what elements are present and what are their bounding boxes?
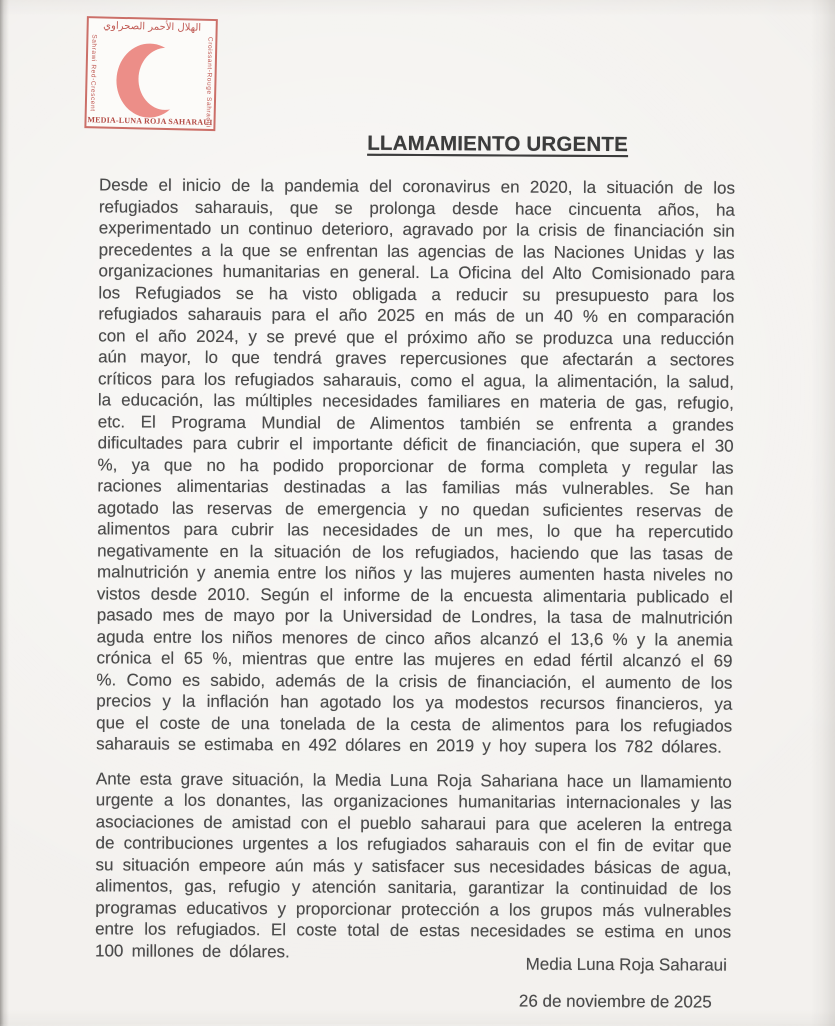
date-line: 26 de noviembre de 2025 <box>518 991 712 1012</box>
emblem-english-caption: Sahrawi Red-Crescent <box>88 34 98 112</box>
red-crescent-emblem <box>84 16 218 131</box>
emblem-arabic-title: الهلال الأحمر الصحراوي <box>103 20 202 34</box>
document-title: LLAMAMIENTO URGENTE <box>367 131 629 157</box>
emblem-spanish-caption: MEDIA-LUNA ROJA SAHARAUI <box>87 115 213 128</box>
paragraph-2: Ante esta grave situación, la Media Luna Roja Sahariana hace un llamamiento urgente a los donantes, las organizaciones humanitarias internacionales y las asociaciones de amistad con el pueblo saharaui para que aceleren la entrega de contribuciones urgentes a los refugiados saharauis con el fin de evitar que su situación empeore aún más y satisfacer sus necesidades básicas de agua, alimentos, gas, refugio y atención sanitaria, garantizar la continuidad de los programas educativos y proporcionar protección a los grupos más vulnerables entre los refugiados. El coste total de estas necesidades se estima en unos 100 millones de dólares. <box>94 768 732 961</box>
emblem-french-caption: Croissant-Rouge Sahraoui <box>204 36 214 128</box>
paragraph-1: Desde el inicio de la pandemia del coronavirus en 2020, la situación de los refugiados saharauis, que se prolonga desde hace cincuenta años, ha experimentado un continuo deterioro, agravado por la crisis de financiación sin precedentes a la que se enfrentan las agencias de las Naciones Unidas y las organizaciones humanitarias en general. La Oficina del Alto Comisionado para los Refugiados se ha visto obligada a reducir su presupuesto para los refugiados saharauis para el año 2025 en más de un 40 % en comparación con el año 2024, y se prevé que el próximo año se produzca una reducción aún mayor, lo que tendrá graves repercusiones que afectarán a sectores críticos para los refugiados saharauis, como el agua, la alimentación, la salud, la educación, las múltiples necesidades familiares en materia de gas, refugio, etc. El Programa Mundial de Alimentos también se enfrenta a grandes dificultades para cubrir el importante déficit de financiación, que supera el 30 %, ya que no ha podido proporcionar de forma completa y regular las raciones alimentarias destinadas a las familias más vulnerables. Se han agotado las reservas de emergencia y no quedan suficientes reservas de alimentos para cubrir las necesidades de un mes, lo que ha repercutido negativamente en la situación de los refugiados, haciendo que las tasas de malnutrición y anemia entre los niños y las mujeres aumenten hasta niveles no vistos desde 2010. Según el informe de la encuesta alimentaria publicado el pasado mes de mayo por la Universidad de Londres, la tasa de malnutrición aguda entre los niños menores de cinco años alcanzó el 13,6 % y la anemia crónica el 65 %, mientras que entre las mujeres en edad fértil alcanzó el 69 %. Como es sabido, además de la crisis de financiación, el aumento de los precios y la inflación han agotado los ya modestos recursos financieros, ya que el coste de una tonelada de la cesta de alimentos para los refugiados saharauis se estimaba en 492 dólares en 2019 y hoy supera los 782 dólares. <box>96 175 736 757</box>
document-body <box>95 174 735 977</box>
signature-line: Media Luna Roja Saharaui <box>525 954 728 975</box>
red-crescent-icon <box>86 18 215 129</box>
